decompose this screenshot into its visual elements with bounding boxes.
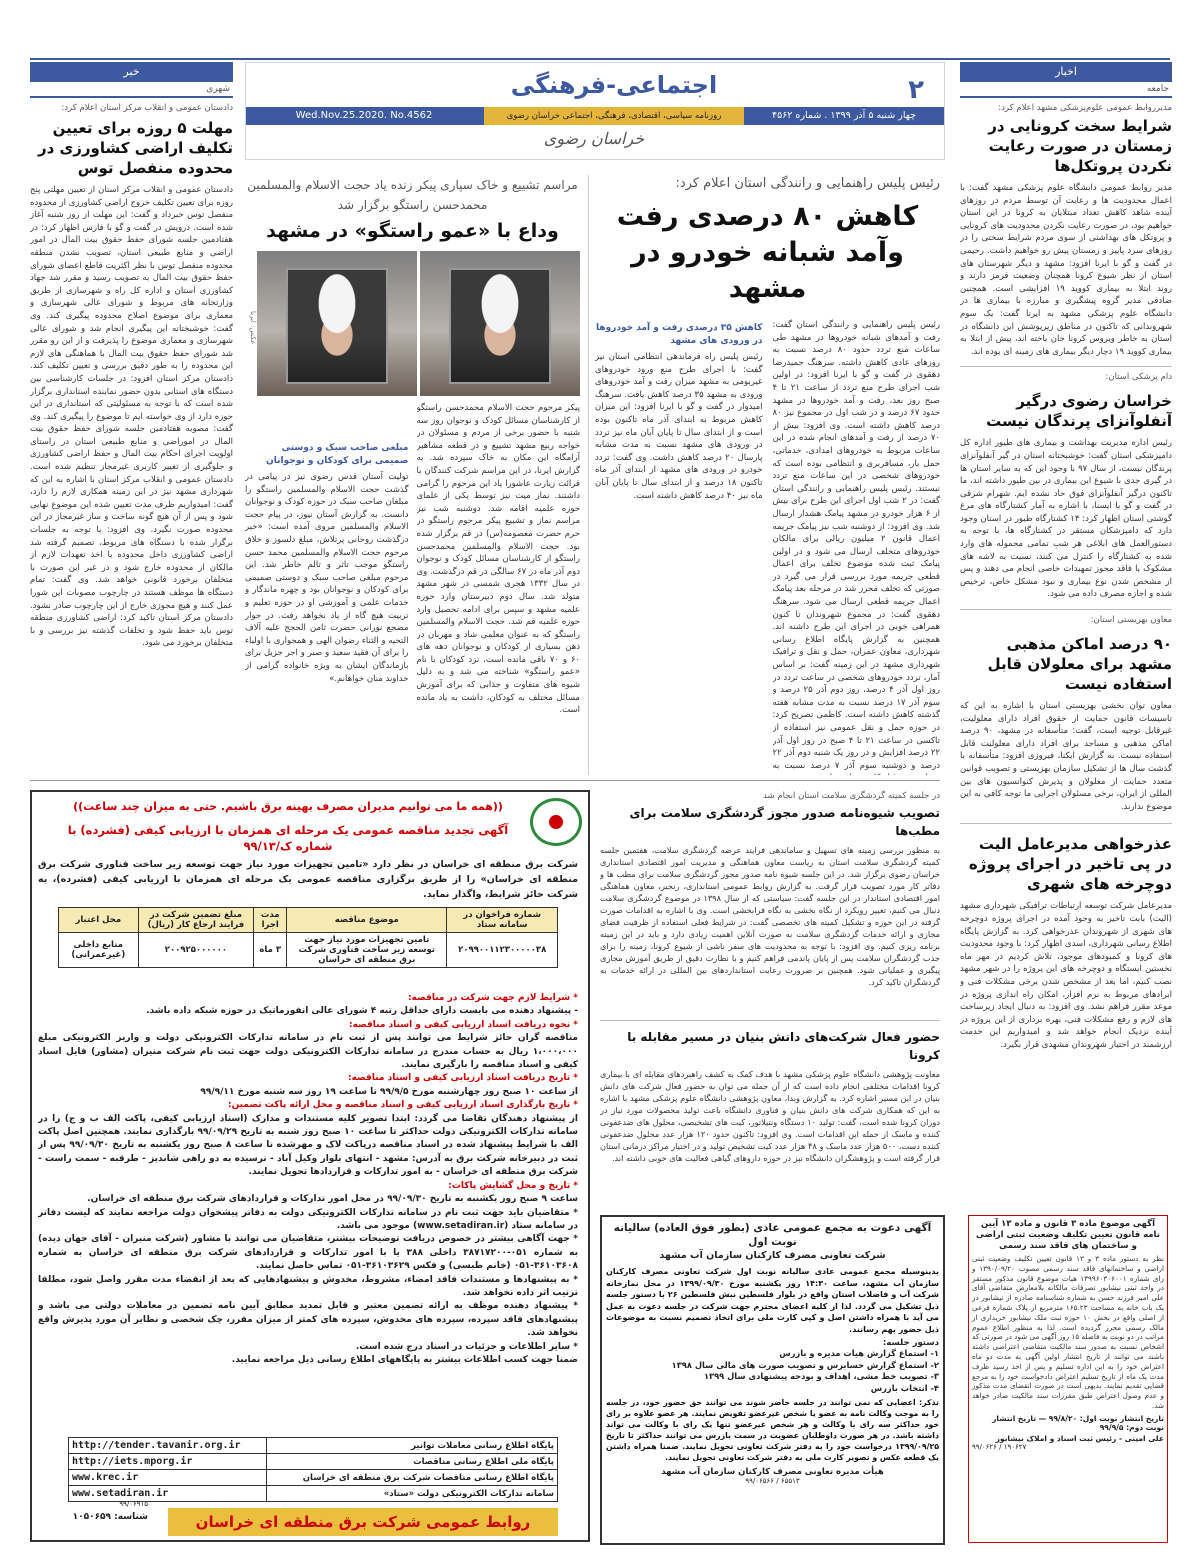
tender-text: * به پیشنهادها و مستندات فاقد امضاء، مشروط، مخدوش و پیشنهادهایی که بعد از انقضاء مدت مقرر واصل شود، مطلقا ترتیب اثر داده نخواهد شد. (38, 1274, 578, 1298)
lead-body-2: رئیس پلیس راه فرماندهی انتظامی استان نیز گفت: با اجرای طرح منع ورود خودروهای غیربومی به مشهد میزان رفت و آمد خودروهای ورودی به مشهد ۳۵ درصد کاهش یافت. سرهنگ امیدوار در گفت و گو با ایرنا افزود: این میزان کاهش مربوط به ابتدای آذر ماه تاکنون بوده است و از ابتدای سال تا پایان آبان ماه نیز تردد در ورودی های مشهد نسبت به مدت مشابه پارسال ۲۰ درصد کاهش داشت. وی گفت: تردد خودرو در ورودی های مشهد از ابتدای آذر ماه تاکنون ۱۸ درصد و از ابتدای سال تا پایان آبان ماه نیز ۴۰ درصد کاهش داشته است. (595, 352, 763, 501)
table-cell: ۲۰۰۹۲۵۰۰۰۰۰۰ (138, 933, 254, 968)
tender-section: * تاریخ بارگذاری اسناد ارزیابی کیفی و اسناد مناقصه و محل ارائه پاکت تضمین: (227, 1100, 578, 1111)
article-title: خراسان رضوی درگیر آنفلوآنزای پرندگان نیست (986, 392, 1172, 431)
tender-title: آگهی تجدید مناقصه عمومی یک مرحله ای همزمان با ارزیابی کیفی (فشرده) با شماره ک/۹۹/۱۳ (67, 823, 509, 853)
lead-kicker: رئیس پلیس راهنمایی و رانندگی استان اعلام کرد: (675, 176, 940, 191)
tender-footer: روابط عمومی شرکت برق منطقه ای خراسان (168, 1508, 558, 1536)
article-title: مهلت ۵ روزه برای تعیین تکلیف اراضی کشاورزی در محدوده منفصل توس (37, 119, 233, 177)
masthead-bar-gold: روزنامه سیاسی، اقتصادی، فرهنگی، اجتماعی خراسان رضوی (484, 107, 744, 125)
news-tag: اخبار (960, 62, 1172, 82)
farewell-body-2: تولیت آستان قدس رضوی نیز در پیامی در گذشت حجت الاسلام والمسلمین راستگو را مبلغان صاحب سبک در حوزه کودک و نوجوانان دانست. به گزارش آستان نیوز، در پیام حجت الاسلام والمسلمین مروی آمده است: «خبر درگذشت روحانی پرتلاش، مبلغ دلسوز و خلاق مرحوم حجت الاسلام والمسلمین محمد حسن راستگو موجب تاثر و تالم خاطر شد. این مرحوم مبلغی صاحب سبک و دوستی صمیمی برای کودکان و نوجوانان بود و چهره ماندگار و خدمات علمی و آموزشی او در حوزه تعلیم و تربیت هیچ گاه از یاد نخواهد رفت. در جوار مضجع نورانی حضرت ثامن الحجج علیه آلاف التحیه و الثناء رضوان الهی و همجواری با اولیاء را برای آن فقید سعید و صبر و اجر جزیل برای بازماندگان ایشان به ویژه خانواده گرامی از خداوند منان خواهانم.» (245, 472, 409, 684)
tourism-title: تصویب شیوه‌نامه صدور مجوز گردشگری سلامت برای مطب‌ها (629, 806, 940, 838)
table-cell: منابع داخلی (غیرعمرانی) (59, 933, 139, 968)
company-logo (530, 798, 582, 846)
tender-section: * تاریخ دریافت اسناد ارزیابی کیفی و اسناد مناقصه: (348, 1073, 578, 1084)
notice-signature: علی امینی - رئیس ثبت اسناد و املاک نیشابور (995, 1433, 1164, 1443)
coop-ad-code: ۹۹/۰۶۵۶۶ / ۶۵۵۱۳ (745, 1477, 800, 1485)
table-header: شماره فراخوان در سامانه ستاد (447, 908, 558, 933)
farewell-subheading: مبلغی صاحب سبک و دوستی صمیمی برای کودکان و نوجوانان (266, 443, 409, 466)
registry-notice (968, 1215, 1168, 1543)
table-cell: ۲۰۹۹۰۰۱۱۲۳۰۰۰۰۰۳۸ (447, 933, 558, 968)
notice-title: آگهی موضوع ماده ۳ قانون و ماده ۱۳ آیین نامه قانون تعیین تکلیف وضعیت ثبتی اراضی و ساختمان های فاقد سند رسمی (976, 1219, 1160, 1251)
tender-code: ۹۹/۰۶۹۱۵ (119, 1500, 148, 1508)
tender-details (38, 992, 578, 1432)
notice-body: نظر به دستور ماده ۳ و ۱۳ قانون تعیین تکلیف وضعیت ثبتی اراضی و ساختمانهای فاقد سند رسمی مصوب ۱۳۹۰/۰۹/۲۰ و رای شماره ۱۳۹۹۶۰۳۰۶۰۰۱ هیات موضوع قانون مذکور مستقر در واحد ثبتی نیشابور تصرفات مالکانه بلامعارض متقاضی آقای علی امیر فرزند حسن به شماره شناسنامه صادره از نیشابور در یک باب خانه به مساحت ۱۶۵.۲۳ مترمربع از پلاک شماره فرعی از اصلی واقع در بخش ۱۰ حوزه ثبت ملک نیشابور خریداری از مالک رسمی محرز گردیده است. لذا به منظور اطلاع عموم مراتب در دو نوبت به فاصله ۱۵ روز آگهی می شود در صورتی که اشخاص نسبت به صدور سند مالکیت متقاضی اعتراضی داشته باشند می توانند از تاریخ انتشار اولین آگهی به مدت دو ماه اعتراض خود را به این اداره تسلیم و پس از اخذ رسید ظرف مدت یک ماه از تاریخ تسلیم اعتراض دادخواست خود را به مرجع قضایی تقدیم نمایند. بدیهی است در صورت انقضای مدت مذکور و عدم وصول اعتراض طبق مقررات سند مالکیت صادر خواهد شد. (972, 1254, 1165, 1410)
notice-code: ۹۹/۰۶۲۶ / ۱۹۰۶۲۷ (972, 1442, 1027, 1451)
masthead (245, 62, 945, 160)
lead-article (595, 175, 940, 775)
coop-ad-agenda (606, 1348, 939, 1394)
agenda-item: ۱- استماع گزارش هیات مدیره و بازرس (779, 1348, 939, 1358)
link-label: پایگاه ملی اطلاع رسانی مناقصات (266, 1454, 557, 1470)
link-label: پایگاه اطلاع رسانی مناقصات شرکت برق منطقه ای خراسان (266, 1470, 557, 1486)
knowledge-body: معاونت پژوهشی دانشگاه علوم پزشکی مشهد با هدف کمک به کشف راهبردهای مقابله ای با بیماری کرونا اقدامات مختلفی انجام داده است که از آن جمله می توان به حضور فعال شرکت های دانش بنیان در این مسیر اشاره کرد. به گزارش وبدا، معاون پژوهشی دانشگاه علوم پزشکی مشهد با اشاره به این که همکاری شرکت های دانش بنیان و فناوری دانشگاه باعث تولید محصولات مورد نیاز در دوران کرونا شده است، گفت: تولید ۱۰ دستگاه ونتیلاتور، کیت های تشخیصی، محلول های ضدعفونی کننده و ماسک از جمله این اقدامات است. وی افزود: تاکنون حدود ۱۲۰ هزار عدد محلول ضدعفونی کننده دست، ۵۰۰ هزار عدد ماسک و ۴۸ هزار عدد کیت تشخیص تولید و در اختیار مراکز درمانی استان قرار گرفته است و پژوهشگران دانشگاه نیز در حوزه داروهای گیاهی فعالیت های خوبی داشته اند. (600, 1069, 940, 1163)
agenda-item: ۲- استماع گزارش حسابرس و تصویب صورت های مالی سال ۱۳۹۸ (671, 1359, 939, 1370)
link-url[interactable]: www.setadiran.ir (69, 1486, 267, 1502)
tender-text: مناقصه گران حائز شرایط می توانند پس از ثبت نام در سامانه تدارکات الکترونیکی دولت و واریز الکترونیکی مبلغ ۱،۰۰۰،۰۰۰ ریال به حساب مندرج در سامانه تدارکات الکترونیکی دولت جهت ثبت نام شرکت منیران (مشاور) فایل اسناد کیفی و اسناد مناقصه را بارگیری نمایند. (38, 1033, 578, 1071)
tender-shenase: شناسه: ۱۰۵۰۶۵۹ (72, 1512, 148, 1522)
tender-table-wrap (58, 907, 558, 985)
tender-text: * متقاضیان باید جهت ثبت نام در سامانه تدارکات الکترونیکی دولت به دفاتر پیشخوان دولت مراجعه نمایند که لیست دفاتر در سامانه ستاد (www.setadiran.ir) موجود می باشد. (38, 1207, 578, 1231)
link-label: پایگاه اطلاع رسانی معاملات توانیر (266, 1438, 557, 1454)
article-body: دادستان عمومی و انقلاب مرکز استان از تعیین مهلتی پنج روزه برای تعیین تکلیف خروج اراضی کشاورزی از محدوده منفصل توس خبرداد و گفت: این مهلت از روز شنبه آغاز شده است. درویش در گفت و گو با فارس اظهار کرد: در هفتادمین جلسه شورای حفظ حقوق بیت المال در امور اراضی و منابع طبیعی استان، تصویب نشدن منطقه محدوده منفصل توس با نظر اکثریت قاطع اعضای شورای حفظ حقوق بیت المال به تصویب رسید و مقرر شد جهاد کشاورزی استان و اداره کل راه و شهرسازی از طریق وزارتخانه های مربوط و شورای عالی شهرسازی و معماری برای موضوع اصلاح محدوده پیگیری کند. وی گفت: خوشبختانه این پیگیری انجام شد و شورای عالی شهرسازی و معماری موضوع را پذیرفت و از این رو مقرر شد شورای حفظ حقوق بیت المال با هماهنگی های لازم این محدوده را به طور دقیق بررسی و تعیین تکلیف کند. دادستان مرکز استان افزود: در جلسات کارشناسی بین دستگاه های استانی بدون حضور نماینده استانداری برگزار شده است که با توجه به مسئولیتی که استانداری در این حوزه دارد از وی خواسته ایم تا موضوع را پیگیری کند. وی گفت: مصوبه هفتادمین جلسه شورای حفظ حقوق بیت المال در اموراضی و منابع طبیعی استان در راستای اولویت اجرای احکام بیت المال و حفظ اراضی کشاورزی و جلوگیری از تغییر کاربری غیرمجاز تنظیم شده است. دادستان عمومی و انقلاب مرکز استان با اشاره به این که شهرداری مشهد نیز در این زمینه همکاری لازم را دارد، گفت: امیدواریم ظرف مدت تعیین شده این موضوع نهایی شود و پس از آن هیچ گونه ساخت و ساز غیرمجاز در این محدوده صورت نگیرد. وی افزود: با توجه به جلسات برگزار شده با دستگاه های مربوط، تصمیم گرفته شد اراضی کشاورزی داخل محدوده با اخذ تعهدات لازم از مالکان از محدوده خارج شود و در غیر این صورت با متخلفان برخورد قانونی خواهد شد. وی گفت: تمام دستگاه ها موظف هستند در چارچوب مصوبات این شورا عمل کنند و هیچ مجوزی خارج از این چارچوب صادر نشود. دادستان مرکز استان تاکید کرد: اراضی کشاورزی منطقه توس باید حفظ شود و تخلفات گذشته نیز بررسی و با متخلفان برخورد می شود. (30, 185, 233, 649)
farewell-title: وداع با «عمو راستگو» در مشهد (266, 220, 559, 242)
tender-section: * تاریخ و محل گشایش پاکات: (448, 1180, 578, 1191)
tender-text: ضمنا جهت کسب اطلاعات بیشتر به پایگاههای اطلاع رسانی ذیل مراجعه نمایید. (231, 1354, 578, 1365)
article-kicker: معاون بهزیستی استان: (1090, 615, 1172, 626)
tourism-body: به منظور بررسی زمینه های تسهیل و ساماندهی فرایند عرضه گردشگری سلامت، هفتمین جلسه کمیته گردشگری سلامت استان به ریاست معاون هماهنگی و مدیریت امور اقتصادی استانداری خراسان رضوی برگزار شد. در این جلسه شیوه نامه صدور مجوز گردشگری سلامت برای مطب ها و دفاتر کار مورد تصویب قرار گرفت. به گزارش روابط عمومی استانداری، رنجبر، معاون هماهنگی امور اقتصادی استاندار در این جلسه گفت: سیاستی که از سال ۱۳۹۸ در موضوع گردشگری سلامت دنبال می کنیم، تغییر رویکرد از نگاه بخشی به نگاه فرابخشی است. وی با اشاره به اقدامات صورت گرفته در این حوزه و تشکیل کمیته های تخصصی گفت: در شرایط فعلی استفاده از ظرفیت فضای مجازی و ارائه خدمات گردشگری سلامت به صورت آنلاین اهمیت زیادی دارد و باید در این زمینه برنامه ریزی کنیم. وی افزود: با توجه به محدودیت های سفر ناشی از شیوع کرونا، زمینه را برای جذب گردشگران سلامت پس از پایان پاندمی فراهم کنیم و با نظارت دقیق از طریق آموزش مجازی پیگیری و عملیاتی شود. همچنین بر ضرورت رعایت استانداردهای بین المللی در ارائه خدمات به گردشگران تاکید کرد. (600, 845, 940, 987)
table-cell: ۳ ماه (254, 933, 287, 968)
farewell-kicker: مراسم تشییع و خاک سپاری پیکر زنده یاد حجت الاسلام والمسلمین محمدحسن راستگو برگزار شد (247, 178, 578, 212)
tender-text: از پیشنهاد دهندگان تقاضا می گردد: ابتدا تصویر کلیه مستندات و مدارک (اسناد ارزیابی کیفی، پاکت الف ب و ج) را در سامانه تدارکات الکترونیکی دولت حداکثر تا ساعت ۱۰ صبح روز شنبه به تاریخ ۹۹/۰۹/۲۹ بارگذاری نمایند. همچنین اصل پاکت الف با شرایط پیشنهاد شده در اسناد مناقصه درپاکت لاک و مهرشده تا ساعت ۸ صبح روز یکشنبه به تاریخ ۹۹/۰۹/۳۰ پس از ثبت در دبیرخانه شرکت برق به آدرس: مشهد - انتهای بلوار وکیل آباد - نرسیده به دو راهی شاندیز - طرقبه - سمت راست - شرکت برق منطقه ای خراسان - به امور تدارکات و قراردادها تحویل نمایند. (38, 1113, 578, 1178)
masthead-bar-en: Wed.Nov.25.2020. No.4562 (245, 107, 484, 125)
link-url[interactable]: http://iets.mporg.ir (69, 1454, 267, 1470)
left-column (30, 62, 233, 774)
tender-text: * جهت آگاهی بیشتر در خصوص دریافت توضیحات بیشتر، متقاضیان می توانند با مشاور (شرکت منیران - آقای جهان دیده) به شماره ۰۵۱-۳۸۷۱۷۲۰۰ داخلی ۳۸۸ یا با امور تدارکات و قراردادهای شرکت برق منطقه ای خراسان به شماره ۳۶۱۰۳۶۰۸-۰۵۱ (خانم طبسی) و فکس ۳۶۱۰۳۶۲۹-۰۵۱ تماس حاصل نمایند. (38, 1234, 578, 1272)
tender-section: * نحوه دریافت اسناد ارزیابی کیفی و اسناد مناقصه: (348, 1019, 578, 1030)
tender-links (68, 1437, 558, 1503)
tourism-kicker: در جلسه کمیته گردشگری سلامت استان انجام شد (763, 791, 940, 801)
coop-ad-note: تذکر: اعضایی که نمی توانند در جلسه حاضر شوند می توانند حق حضور خود، در جلسه را به موجب وکالت نامه به عضو یا شخص غیرعضو تفویض نمایند. هر عضو علاوه بر رای خود حداکثر سه رای با وکالت و هر شخص غیرعضو تنها یک رای با وکالت می تواند داشته باشد. در هر صورت داوطلبان عضویت در سمت بازرس می توانند حداکثر تا تاریخ ۱۳۹۹/۰۹/۲۵ درخواست خود را به دفتر شرکت تعاونی تحویل نمایند. ضمنا همراه داشتن یک قطعه عکس و تصویر کارت ملی به دفتر شرکت تعاونی تحویل نمایند. (606, 1398, 939, 1462)
photo-strip (245, 251, 580, 396)
article-body: مدیر روابط عمومی دانشگاه علوم پزشکی مشهد گفت: با اعمال محدودیت ها و رعایت آن توسط مردم در روزهای آینده شاهد کاهش تعداد مبتلایان به کرونا در این استان خواهیم بود، در صورت رعایت نکردن محدودیت های کرونایی و پروتکل های بهداشتی از سوی مردم شرایط سختی را در روزهای سرد پاییز و زمستان پیش رو خواهیم داشت. رحیمی در گفت و گو با ایرنا افزود: مشهد و دیگر شهرستان های استان از نظر شیوع کرونا همچنان وضعیت قرمز دارند و روند ابتلا به بیماری کووید ۱۹ افزایشی است. همچنین ضادقی مدیر گروه پیشگیری و مبارزه با بیماری ها در دانشگاه علوم پزشکی مشهد به ایرنا گفت: یک سوم شهروندانی که تاکنون در مناطق زیرپوشش این دانشگاه در استان به خاطر ویروس کرونا جان باخته اند، پیش از ابتلا به بیماری کووید ۱۹ دچار دیگر بیماری های زمینه ای بوده اند. (960, 183, 1172, 357)
coop-ad-agenda-title: دستور جلسه: (882, 1338, 939, 1348)
column-divider (588, 175, 589, 775)
farewell-body: پیکر مرحوم حجت الاسلام محمدحسن راستگو از کارشناسان مسائل کودک و نوجوان روز سه شنبه با حضور برخی از مردم و مسئولان در خواجه ربیع مشهد تشییع و در قطعه مشاهیر آرامگاه این مکان به خاک سپرده شد. به گزارش ایرنا، در این مراسم شرکت کنندگان با قرائت زیارت عاشورا یاد این مرحوم را گرامی داشتند. نماز میت نیز توسط یکی از علمای حوزه علمیه اقامه شد. دوشنبه شب نیز مراسم نماز و تشییع پیکر مرحوم راستگو در حرم حضرت معصومه(س) در قم برگزار شده بود. حجت الاسلام والمسلمین محمدحسن راستگو از کارشناسان مسائل کودک و نوجوان دوم آذر ماه در ۶۷ سالگی در قم درگذشت. وی در سال ۱۳۳۲ هجری شمسی در شهر مشهد متولد شد. سال دوم دبیرستان وارد حوزه علمیه مشهد و سپس برای ادامه تحصیل وارد حوزه علمیه قم شد. حجت الاسلام والمسلمین راستگو که به عنوان معلمی شاد و مهربان در ذهن بسیاری از کودکان و نوجوانان دهه های ۶۰ و ۷۰ باقی مانده است، نزد کودکان با نام «عمو راستگو» شناخته می شد و به دلیل شیوه های متفاوت و جذابی که برای آموزش مسائل مختلف به کودکان، داشت به یاد مانده است. (416, 403, 580, 716)
coop-ad-body: بدینوسیله مجمع عمومی عادی سالیانه نوبت اول شرکت تعاونی مصرف کارکنان سازمان آب مشهد، ساعت ۱۴:۳۰ روز یکشنبه مورخ ۱۳۹۹/۰۹/۳۰ در محل نمازخانه شرکت آب و فاضلاب استان واقع در بلوار فلسطین نبش فلسطین ۲۶ با دستور جلسه ذیل تشکیل می گردد. لذا از کلیه اعضای محترم جهت شرکت در جلسه دعوت به عمل می آید با همراه داشتن اصل و کپی کارت ملی برای اتخاذ تصمیم نسبت به موضوعات ذیل حضور بهم رسانند. (606, 1267, 939, 1334)
coop-ad-org: شرکت تعاونی مصرف کارکنان سازمان آب مشهد (659, 1250, 886, 1261)
page-number: ۲ (908, 75, 924, 105)
lead-title: کاهش ۸۰ درصدی رفت وآمد شبانه خودرو در مشهد (616, 201, 919, 304)
links-table (68, 1437, 558, 1502)
tender-slogan: ((همه ما می توانیم مدیران مصرف بهینه برق باشیم. حتی به میزان چند ساعت)) (73, 800, 503, 813)
farewell-photo-right (420, 251, 580, 396)
news-tag-sub: شهری (30, 82, 233, 98)
table-header: مدت اجرا (254, 908, 287, 933)
link-url[interactable]: http://tender.tavanir.org.ir (69, 1438, 267, 1454)
article-body: معاون توان بخشی بهزیستی استان با اشاره به این که تاسیسات قانون حمایت از حقوق افراد دارای معلولیت، غیرقابل توجیه است، گفت: متأسفانه در مشهد، ۹۰ درصد اماکن مذهبی و مساجد برای افراد دارای معلولیت قابل استفاده نیست. به گزارش ایکنا، فیروزی افزود: متأسفانه با گذشت سال ها از تشکیل سازمان بهزیستی و تصویب قوانین متعدد حمایت از معلولان و پذیرش کنوانسیون های بین المللی از ایران، برخی مسئولان اجرایی ما توجه کافی به این موضوع ندارند. (960, 701, 1172, 812)
article-title: شرایط سخت کرونایی در زمستان در صورت رعایت نکردن پروتکل‌ها (988, 117, 1172, 175)
article-title: عذرخواهی مدیرعامل الیت در پی تاخیر در اجرای پروژه دوچرخه های شهری (968, 835, 1172, 894)
knowledge-article (600, 1026, 940, 1206)
news-tag: خبر (30, 62, 233, 82)
agenda-item: ۴- انتخاب بازرس (870, 1382, 939, 1393)
article-body: مدیرعامل شرکت توسعه ارتباطات ترافیکی شهرداری مشهد (الیت) بابت تاخیر به وجود آمده در اجرای پروژه دوچرخه های شهری از شهروندان عذرخواهی کرد. به گزارش پایگاه اطلاع رسانی شهرداری، اسدی اظهار کرد: با وجود محدودیت های کرونا و کمبودهای موجود، تلاش کردیم در مهر ماه نخستین ایستگاه و دوچرخه های این پروژه را در شهر مشهد نصب کنیم، اما بعد از مشخص شدن برخی مشکلات فنی و ایرادهای مربوط به نرم افزار، امکان راه اندازی پروژه در موعد مقرر فراهم نشد. وی افزود: به دنبال ایجاد زیرساخت های لازم و رفع مشکلات فنی، بهره برداری از این پروژه در آینده نزدیک انجام خواهد شد و امیدواریم این خدمت ارزشمند در اختیار شهروندان مشهدی قرار بگیرد. (960, 901, 1172, 1050)
top-rule (30, 58, 1170, 60)
coop-ad-signature: هیأت مدیره تعاونی مصرف کارکنان سازمان آب مشهد (661, 1467, 884, 1477)
lead-body: رئیس پلیس راهنمایی و رانندگی استان گفت: رفت و آمدهای شبانه خودروها در مشهد طی ساعات منع تردد حدود ۸۰ درصد نسبت به روزهای عادی کاهش داشته. سرهنگ حمیدرضا دهقوی در گفت و گو با ایرنا افزود: در اولین شب اجرای طرح منع تردد از ساعت ۲۱ تا ۴ صبح روز بعد، رفت و آمد خودروها در مشهد حدود ۶۷ درصد و در شب اول در مجموع نیز ۸۰ درصد کاهش داشته است. وی افزود: بیش از ۷۰ درصد از رفت و آمدهای انجام شده در این ساعات مربوط به خودروهای امدادی، خدماتی، حمل بار، مسافربری و انتظامی بوده است که خودروهای شخصی در این ساعات منع تردد نیستند. رئیس پلیس راهنمایی و رانندگی استان گفت: در ۲ شب اول اجرای این طرح برای بیش از ۶ هزار خودرو در مشهد پیامک هشدار ارسال شد. وی افزود: از دوشنبه شب نیز پیامک جریمه اعمال قانون ۲ میلیون ریالی برای مالکان خودروهای متخلف ارسال می شود و در اولین پیامک ثبت شده موضوع تخلف برای اعمال قطعی جریمه مورد بررسی قرار می گیرد در صورتی که تخلف محرز شد در مرحله بعد پیامک اعمال جریمه قطعی ارسال می شود. سرهنگ دهقوی گفت: در مجموع شهروندان تا کنون همراهی خوبی در اجرای این طرح داشته اند. همچنین به گزارش پایگاه اطلاع رسانی شهرداری، معاون عمران، حمل و نقل و ترافیک شهرداری مشهد در این زمینه گفت: بر اساس آمار، تردد خودروهای شخصی در ساعت تردد در روز اول آذر ۴ درصد، روز دوم آذر ۲۵ درصد و سوم آذر ۱۷ درصد نسبت به مدت مشابه هفته گذشته کاهش داشته است. کاظمی تصریح کرد: در حوزه حمل و نقل عمومی نیز استفاده از تاکسی در ساعت ۲۱ تا ۴ صبح در روز اول آذر ۲۲ درصد افزایش و در روز یک شنبه دوم آذر ۲۲ درصد و دوشنبه سوم آذر ۷ درصد نسبت به (772, 320, 940, 771)
right-column (960, 62, 1172, 1212)
link-url[interactable]: www.krec.ir (69, 1470, 267, 1486)
article-body: رئیس اداره مدیریت بهداشت و بیماری های طیور اداره کل دامپزشکی استان گفت: خوشبختانه استان در گیر آنفلوآنزای پرندگان نیست، از سال ۹۷ با وجود این که به سایر استان ها در گیری جدی با شیوع این بیماری در بین طیور داشته اند، ما تاکنون درگیر آنفلوآنزای فوق حاد نشده ایم. شهرام شرقی در گفت و گو با ایسنا، با اشاره به آمار کشتارگاه های مرغ گوشتی استان اظهار کرد: ۱۴ کشتارگاه طیور در استان وجود دارد که دامپزشکان مستقر در کشتارگاه ها، با توجه به دستورالعمل های ابلاغی هر شب تمامی محموله های وارد شده به کشتارگاه را کنترل می کنند، نسبت به لاشه های مشکوک یا فاقد مجوز تمهیدات خاصی انجام می دهند و پس از مشخص شدن نوع بیماری و نبود مشکل خاص، ترخیص شده و اجازه مصرف داده می شود. (960, 438, 1172, 600)
article-title: ۹۰ درصد اماکن مذهبی مشهد برای معلولان قابل استفاده نیست (987, 635, 1172, 694)
table-header: محل اعتبار (59, 908, 139, 933)
tender-text: * پیشنهاد دهنده موظف به ارائه تضمین معتبر و قابل تمدید مطابق آیین نامه تضمین در معاملات دولتی می باشد و پیشنهادهای فاقد سپرده، سپرده های مخدوش، سپرده های کمتر از میزان مقرر، چک شخصی و نظایر آن مورد پذیرش واقع نخواهد شد. (38, 1301, 578, 1339)
article-kicker: مدیرروابط عمومی علوم‌پزشکی مشهد اعلام کرد: (998, 103, 1172, 113)
notice-dates: تاریخ انتشار نوبت اول: ۹۹/۸/۲۰ — تاریخ انتشار نوبت دوم: ۹۹/۹/۵ (992, 1413, 1164, 1432)
tender-table (58, 907, 558, 968)
tender-ad (30, 790, 590, 1542)
tender-text: ساعت ۹ صبح روز یکشنبه به تاریخ ۹۹/۰۹/۳۰ در محل امور تدارکات و قراردادهای شرکت برق منطقه ای خراسان. (87, 1194, 578, 1205)
farewell-photo-left (257, 251, 417, 396)
agenda-item: ۳- تصویب خط مشی، اهداف و بودجه پیشنهادی سال ۱۳۹۹ (703, 1371, 939, 1381)
farewell-article (245, 175, 580, 775)
table-header: مبلغ تضمین شرکت در فرایند ارجاع کار (ریال) (138, 908, 254, 933)
table-cell: تامین تجهیزات مورد نیاز جهت توسعه زیر ساخت فناوری شرکت برق منطقه ای خراسان (287, 933, 447, 968)
article-kicker: دام پزشکی استان: (1105, 372, 1172, 383)
section-title: اجتماعی-فرهنگی (510, 71, 718, 99)
tender-text: * سایر اطلاعات و جزئیات در اسناد درج شده است. (355, 1341, 578, 1352)
newspaper-logo: خراسان رضوی (543, 129, 645, 148)
coop-ad-title: آگهی دعوت به مجمع عمومی عادی (بطور فوق العاده) سالیانه نوبت اول (613, 1222, 932, 1248)
knowledge-title: حضور فعال شرکت‌های دانش بنیان در مسیر مقابله با کرونا (627, 1030, 940, 1062)
tender-intro: شرکت برق منطقه ای خراسان در نظر دارد «تامین تجهیزات مورد نیاز جهت توسعه زیر ساخت فناوری شرکت برق منطقه ای خراسان» را از طریق برگزاری مناقصه عمومی یک مرحله ای همزمان با ارزیابی کیفی (فشرده)، به شرکت حائز شرایط، واگذار نماید. (38, 859, 578, 900)
tender-text: - پیشنهاد دهنده می بایست دارای حداقل رتبه ۴ شورای عالی انفورماتیک در حوزه شبکه داده باشد. (146, 1006, 578, 1017)
section-divider (30, 780, 940, 781)
link-label: سامانه تدارکات الکترونیکی دولت «ستاد» (266, 1486, 557, 1502)
tourism-article (600, 790, 940, 1015)
tender-section: * شرایط لازم جهت شرکت در مناقصه: (408, 993, 578, 1003)
masthead-bar-blue: چهار شنبه ۵ آذر ۱۳۹۹ . شماره ۴۵۶۲ (744, 107, 944, 125)
divider (600, 1020, 940, 1021)
photo-credit: عکس: ایرنا (249, 311, 257, 345)
lead-subheading: کاهش ۳۵ درصدی رفت و آمد خودروها در ورودی های مشهد (595, 323, 763, 346)
news-tag-sub: جامعه (960, 82, 1172, 98)
article-kicker: دادستان عمومی و انقلاب مرکز استان اعلام کرد: (61, 103, 233, 113)
table-header: موضوع مناقصه (287, 908, 447, 933)
tender-text: از ساعت ۱۰ صبح روز چهارشنبه مورخ ۹۹/۹/۵ تا ساعت ۱۹ روز سه شنبه مورخ ۹۹/۹/۱۱ (200, 1086, 578, 1097)
cooperative-ad (600, 1215, 945, 1545)
